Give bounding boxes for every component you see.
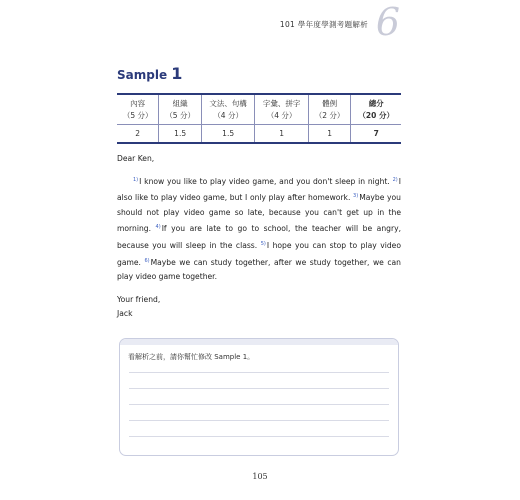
score-value-vocabulary: 1 bbox=[255, 125, 308, 144]
score-header-total: 總分 （20 分） bbox=[351, 94, 401, 125]
score-value-grammar: 1.5 bbox=[201, 125, 254, 144]
sample-letter bbox=[117, 152, 401, 322]
score-table-header-row bbox=[117, 94, 401, 125]
sentence-text: If you are late to go to school, the teacher will be angry, because you will sleep in the class. bbox=[117, 224, 401, 250]
sentence-number: 3) bbox=[353, 193, 359, 200]
letter-signature: Jack bbox=[117, 309, 133, 319]
sentence-text: I also like to play video game, but I only play after homework. bbox=[117, 176, 401, 203]
score-table-value-row bbox=[117, 125, 401, 144]
sample-title bbox=[117, 64, 182, 83]
writing-line[interactable] bbox=[129, 372, 389, 373]
exercise-prompt: 看解析之前，請你幫忙修改 Sample 1。 bbox=[128, 353, 255, 361]
letter-greeting: Dear Ken, bbox=[117, 154, 155, 163]
exercise-box-tab bbox=[120, 339, 398, 345]
letter-body bbox=[117, 173, 401, 285]
sample-title-word: Sample bbox=[117, 68, 168, 82]
score-value-total: 7 bbox=[351, 125, 401, 144]
sample-title-number: 1 bbox=[171, 64, 183, 83]
score-value-organization: 1.5 bbox=[159, 125, 202, 144]
score-header-grammar: 文法、句構 （4 分） bbox=[201, 94, 254, 125]
writing-line[interactable] bbox=[129, 404, 389, 405]
score-header-content: 內容 （5 分） bbox=[122, 98, 153, 120]
writing-line[interactable] bbox=[129, 420, 389, 421]
score-table bbox=[117, 93, 401, 144]
chapter-number: 6 bbox=[375, 0, 400, 44]
writing-line[interactable] bbox=[129, 436, 389, 437]
letter-closing: Your friend, bbox=[117, 294, 161, 304]
revision-exercise-box bbox=[119, 338, 399, 456]
score-header-vocabulary: 字彙、拼字 （4 分） bbox=[255, 94, 308, 125]
sentence-text: I know you like to play video game, and you don't sleep in night. bbox=[139, 176, 393, 186]
sentence-number: 1) bbox=[133, 176, 139, 183]
score-value-format: 1 bbox=[308, 125, 351, 144]
sentence-text: I hope you can stop to play video game. bbox=[117, 240, 402, 267]
sentence-number: 2) bbox=[392, 176, 398, 183]
sentence-text: Maybe you should not play video game so late, because you can't get up in the morning. bbox=[117, 193, 401, 234]
sentence-number: 5) bbox=[260, 240, 266, 247]
score-value-content: 2 bbox=[117, 125, 159, 144]
score-header-organization: 組織 （5 分） bbox=[159, 94, 202, 125]
header-title: 101 學年度學測考題解析 bbox=[279, 20, 368, 29]
writing-line[interactable] bbox=[129, 388, 389, 389]
sentence-text: Maybe we can study together, after we study together, we can play video game together. bbox=[117, 257, 401, 282]
sentence-number: 4) bbox=[155, 224, 161, 231]
sentence-number: 6) bbox=[144, 257, 150, 264]
page-number: 105 bbox=[252, 472, 268, 481]
score-header-format: 體例 （2 分） bbox=[308, 94, 351, 125]
